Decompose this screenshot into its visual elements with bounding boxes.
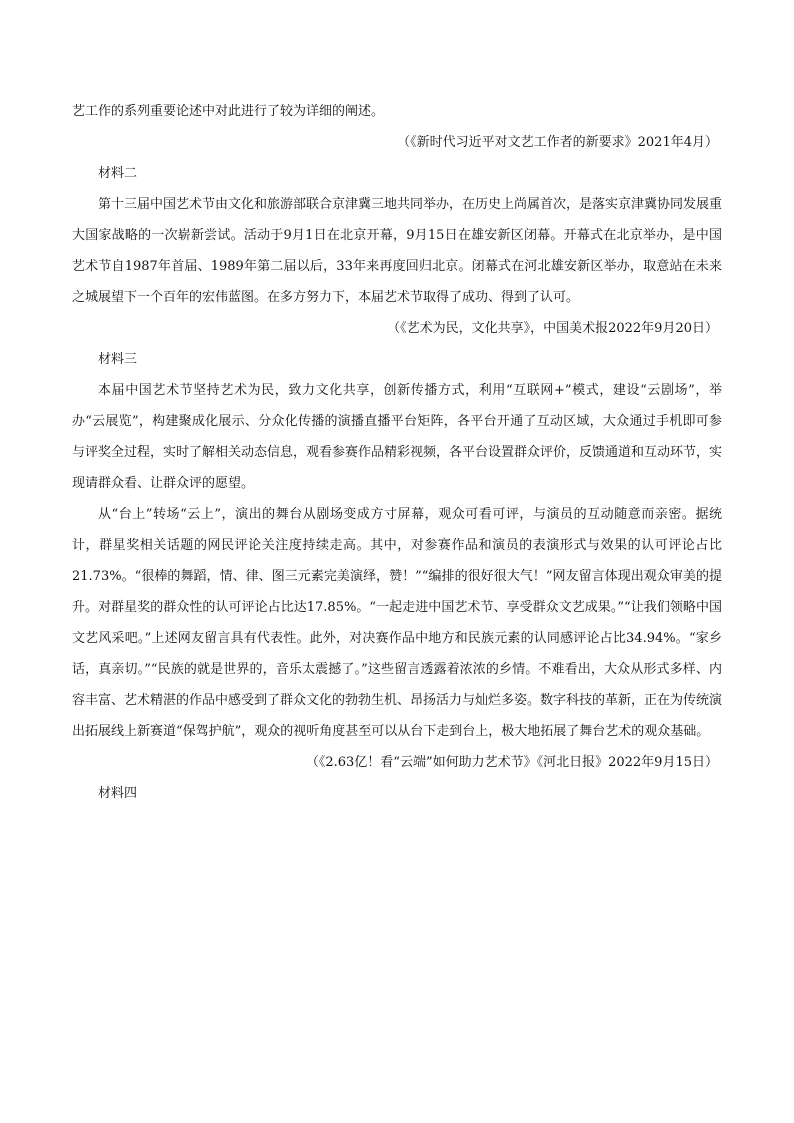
- source-citation-2: （《艺术为民，文化共享》，中国美术报2022年9月20日）: [387, 321, 718, 336]
- material-3-heading: 材料三: [98, 352, 138, 367]
- source-citation-3: （《2.63亿！看“云端”如何助力艺术节》《河北日报》2022年9月15日）: [305, 755, 718, 770]
- material-4-heading: 材料四: [98, 786, 138, 801]
- document-page: [72, 96, 722, 809]
- source-citation-1: （《新时代习近平对文艺工作者的新要求》2021年4月）: [397, 135, 718, 150]
- paragraph-continuation: 艺工作的系列重要论述中对此进行了较为详细的阐述。: [72, 104, 385, 119]
- material-2-heading: 材料二: [98, 166, 138, 181]
- material-3-paragraph-2: 从“台上”转场“云上”，演出的舞台从剧场变成方寸屏幕，观众可看可评，与演员的互动随意而亲密。据统计，群星奖相关话题的网民评论关注度持续走高。其中，对参赛作品和演员的表演形式与效果的认可评论占比21.73%。“很棒的舞蹈，情、律、图三元素完美演绎，赞！”“编排的很好很大气！”网友留言体现出观众审美的提升。对群星奖的群众性的认可评论占比达17.85%。“一起走进中国艺术节、享受群众文艺成果。”“让我们领略中国文艺风采吧。”上述网友留言具有代表性。此外，对决赛作品中地方和民族元素的认同感评论占比34.94%。“家乡话，真亲切。”“民族的就是世界的，音乐太震撼了。”这些留言透露着浓浓的乡情。不难看出，大众从形式多样、内容丰富、艺术精湛的作品中感受到了群众文化的勃勃生机、昂扬活力与灿烂多姿。数字科技的革新，正在为传统演出拓展线上新赛道“保驾护航”，观众的视听角度甚至可以从台下走到台上，极大地拓展了舞台艺术的观众基础。: [72, 507, 723, 739]
- material-3-paragraph-1: 本届中国艺术节坚持艺术为民，致力文化共享，创新传播方式，利用“互联网+”模式，建设“云剧场”，举办“云展览”，构建聚成化展示、分众化传播的演播直播平台矩阵，各平台开通了互动区域，大众通过手机即可参与评奖全过程，实时了解相关动态信息，观看参赛作品精彩视频，各平台设置群众评价，反馈通道和互动环节，实现请群众看、让群众评的愿望。: [72, 383, 723, 491]
- material-2-paragraph: 第十三届中国艺术节由文化和旅游部联合京津冀三地共同举办，在历史上尚属首次，是落实京津冀协同发展重大国家战略的一次崭新尝试。活动于9月1日在北京开幕，9月15日在雄安新区闭幕。开幕式在北京举办，是中国艺术节自1987年首届、1989年第二届以后，33年来再度回归北京。闭幕式在河北雄安新区举办，取意站在未来之城展望下一个百年的宏伟蓝图。在多方努力下，本届艺术节取得了成功、得到了认可。: [72, 197, 723, 305]
